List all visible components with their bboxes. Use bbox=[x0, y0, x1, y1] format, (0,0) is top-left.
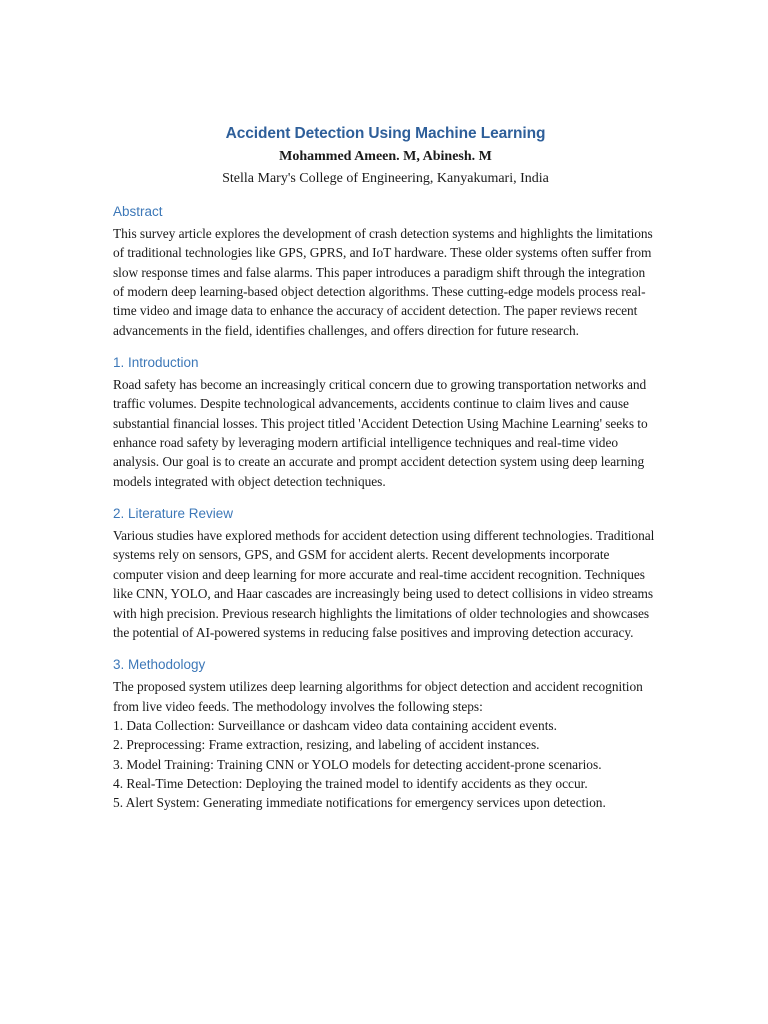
section-introduction bbox=[113, 353, 658, 491]
section-heading-introduction: 1. Introduction bbox=[113, 355, 199, 371]
methodology-step: 5. Alert System: Generating immediate notifications for emergency services upon detection. bbox=[113, 795, 606, 811]
section-literature-review bbox=[113, 504, 658, 642]
methodology-step: 3. Model Training: Training CNN or YOLO models for detecting accident-prone scenarios. bbox=[113, 756, 602, 772]
section-body-literature-review: Various studies have explored methods for accident detection using different technologies. Traditional systems rely on sensors, GPS, and GSM for accident alerts. Recent developments incorporate computer vision and deep learning for more accurate and real-time accident recognition. Techniques like CNN, YOLO, and Haar cascades are increasingly being used to detect collisions in video streams with high precision. Previous research highlights the limitations of older technologies and showcases the potential of AI-powered systems in reducing false positives and improving detection accuracy. bbox=[113, 528, 655, 640]
paper-affiliation: Stella Mary's College of Engineering, Kanyakumari, India bbox=[222, 171, 549, 186]
paper-title: Accident Detection Using Machine Learning bbox=[225, 125, 546, 142]
paper-authors: Mohammed Ameen. M, Abinesh. M bbox=[279, 149, 492, 164]
methodology-steps bbox=[113, 716, 658, 813]
section-methodology bbox=[113, 655, 658, 812]
section-heading-abstract: Abstract bbox=[113, 204, 163, 219]
methodology-step: 2. Preprocessing: Frame extraction, resizing, and labeling of accident instances. bbox=[113, 737, 540, 753]
section-body-abstract: This survey article explores the development of crash detection systems and highlights the limitations of traditional technologies like GPS, GPRS, and IoT hardware. These older systems often suffer from slow response times and false alarms. This paper introduces a paradigm shift through the integration of modern deep learning-based object detection algorithms. These cutting-edge models process real-time video and image data to enhance the accuracy of accident detection. The paper reviews recent advancements in the field, identifies challenges, and offers direction for future research. bbox=[113, 226, 653, 338]
paper-page bbox=[113, 122, 658, 813]
section-abstract bbox=[113, 202, 658, 340]
section-body-introduction: Road safety has become an increasingly critical concern due to growing transportation networks and traffic volumes. Despite technological advancements, accidents continue to claim lives and cause substantial financial losses. This project titled 'Accident Detection Using Machine Learning' seeks to enhance road safety by leveraging modern artificial intelligence techniques and real-time video analysis. Our goal is to create an accurate and prompt accident detection system using deep learning models integrated with object detection techniques. bbox=[113, 377, 648, 489]
section-heading-literature-review: 2. Literature Review bbox=[113, 506, 234, 522]
section-body-methodology: The proposed system utilizes deep learning algorithms for object detection and accident recognition from live video feeds. The methodology involves the following steps: bbox=[113, 679, 643, 714]
section-heading-methodology: 3. Methodology bbox=[113, 657, 206, 673]
methodology-step: 4. Real-Time Detection: Deploying the trained model to identify accidents as they occur. bbox=[113, 775, 588, 791]
methodology-step: 1. Data Collection: Surveillance or dashcam video data containing accident events. bbox=[113, 717, 557, 733]
